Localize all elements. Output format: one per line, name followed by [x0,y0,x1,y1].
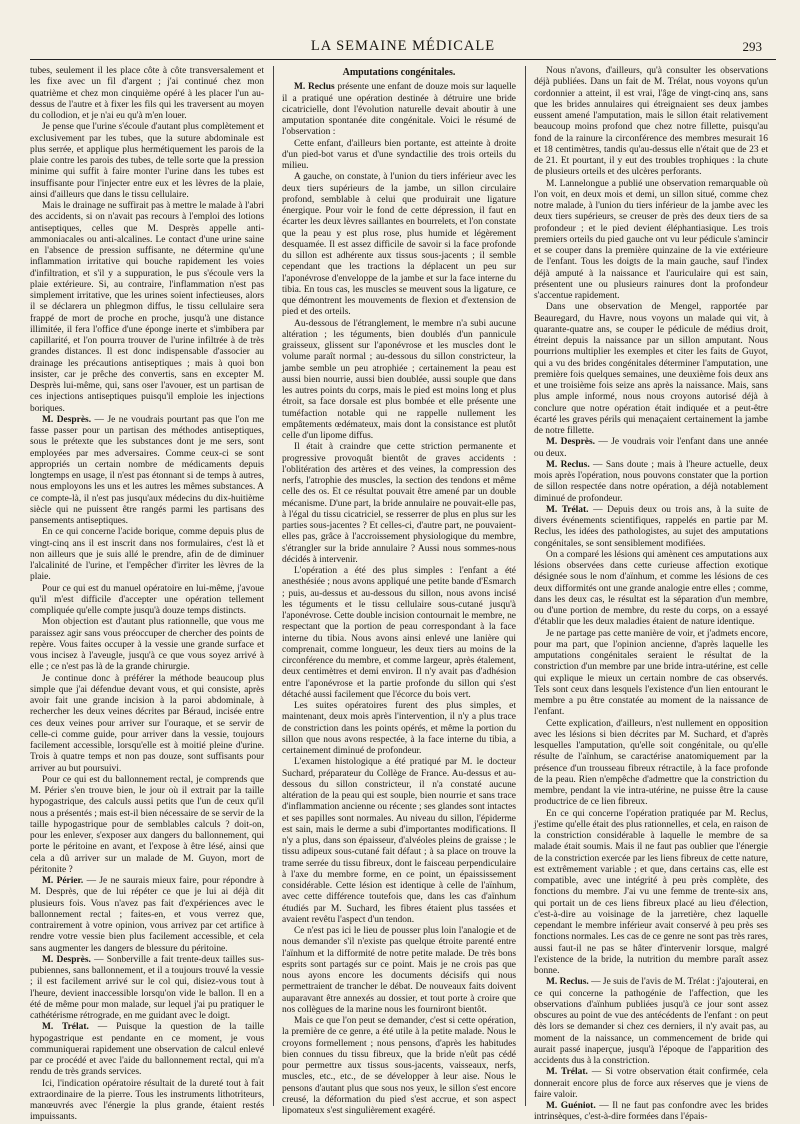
paragraph: En ce qui concerne l'opération pratiquée par M. Reclus, j'estime qu'elle était des plus rationnelles, et cela, en raison de la constriction considérable à laquelle le membre de sa malade était soumis. Mais il ne faut pas oublier que l'énergie de la constriction exercée par les liens fibreux de cette nature, est extrêmement variable ; et que, dans certains cas, elle est compatible, avec une intégrité à peu près complète, des fonctions du membre. J'ai vu une femme de trente-six ans, qui portait un de ces liens fibreux placé au lieu d'élection, c'est-à-dire au voisinage de la jarretière, chez laquelle cependant le membre inférieur avait conservé à peu près ses fonctions normales. Les cas de ce genre ne sont pas très rares, aussi faut-il ne pas se hâter d'intervenir lorsque, malgré l'existence de la bride, la nutrition du membre paraît assez bonne. [534,808,768,976]
paragraph: tubes, seulement il les place côte à côte transversalement et les fixe avec un fil d'argent ; j'ai continué chez mon quatrième et chez mon cinquième opéré à les placer l'un au-dessus de l'autre et à fixer les fils qui les traversent au moyen du collodion, et je n'ai eu qu'à m'en louer. [30,66,264,121]
paragraph [534,437,768,460]
paragraph: L'examen histologique a été pratiqué par M. le docteur Suchard, préparateur du Collège de France. Au-dessus et au-dessous du sillon constricteur, il n'a constaté aucune altération de la peau qui est souple, bien nourrie et sans trace d'inflammation ancienne ou récente ; ses glandes sont intactes et ses papilles sont normales. Au niveau du sillon, l'épiderme est sain, mais le derme a subi d'importantes modifications. Il n'y a plus, dans son épaisseur, d'alvéoles pleins de graisse ; le tissu adipeux sous-cutané fait défaut ; à sa place on trouve la trame serrée du tissu fibreux, dont le faisceau perpendiculaire à l'axe du membre forme, en ce point, un épaississement considérable. Cette lésion est identique à celle de l'aïnhum, avec cette différence toutefois que, dans les cas d'aïnhum étudiés par M. Suchard, les fibres étaient plus tassées et avaient revêtu l'aspect d'un tendon. [282,757,516,925]
paragraph: A gauche, on constate, à l'union du tiers inférieur avec les deux tiers supérieurs de la jambe, un sillon circulaire profond, semblable à celui que produirait une ligature énergique. Pour voir le fond de cette dépression, il faut en écarter les deux lèvres saillantes en bourrelets, et l'on constate que la peau y est plus rose, plus humide et légèrement desquamée. Il est assez difficile de savoir si la face profonde du sillon est adhérente aux tissus sous-jacents ; il semble cependant que les tractions la déplacent un peu sur l'aponévrose d'enveloppe de la jambe et sur la face interne du tibia. En tous cas, les muscles se meuvent sous la ligature, ce que démontrent les mouvements de flexion et d'extension de pied et des orteils. [282,172,516,318]
speech-text: — Je ne voudrais pourtant pas que l'on me fasse passer pour un partisan des méthodes antiseptiques, sous le prétexte que les substances dont je me sers, sont employées par mes adversaires. Comme ceux-ci se sont appropriés un certain nombre de médicaments depuis longtemps en usage, il n'est pas étonnant si de temps à autres, nous employons les uns et les autres les mêmes substances. A ce compte-là, il n'est pas jusqu'aux médecins du dix-huitième siècle qui ne puissent être rangés parmi les partisans des pansements antiseptiques. [30,414,264,526]
column-3 [534,66,769,1123]
paragraph: M. Lannelongue a publié une observation remarquable où l'on voit, en deux mois et demi, un sillon situé, comme chez notre malade, à l'union du tiers inférieur de la jambe avec les deux tiers supérieurs, se creuser de près des deux tiers de sa profondeur ; et le pied devient éléphantiasique. Les trois premiers orteils du pied gauche ont vu leur pédicule s'amincir et se couper dans la première quinzaine de la vie extérieure de l'enfant. Tous les doigts de la main gauche, sauf l'index déjà amputé à la naissance et l'auriculaire qui est sain, présentent une ou plusieurs rainures dont la profondeur s'accentue rapidement. [534,178,768,301]
speech-text: — Je voudrais voir l'enfant dans une année ou deux. [534,437,768,459]
paragraph: Dans une observation de Mengel, rapportée par Beauregard, du Havre, nous voyons un malade qui vit, à quarante-quatre ans, se couper le pédicule de médius droit, étreint depuis la naissance par un sillon amputant. Nous pourrions multiplier les exemples et citer les faits de Guyot, qui a vu des brides congénitales déterminer l'amputation, une première fois quelques semaines, une deuxième fois deux ans et une troisième fois seize ans après la naissance. Mais, sans plus ample informé, nous nous croyons autorisé déjà à conclure que notre opération était indiquée et a peut-être écarté les graves périls qui menaçaient certainement la jambe de notre fillette. [534,302,768,436]
page-header [30,38,776,56]
section-title: Amputations congénitales. [342,67,456,78]
paragraph: Mais ce que l'on peut se demander, c'est si cette opération, la première de ce genre, a été utile à la petite malade. Nous le croyons formellement ; nous pensons, d'après les habitudes bien connues du tissu fibreux, que la bride n'eût pas cédé pour permettre aux tissus sous-jacents, vaisseaux, nerfs, muscles, etc., etc., de se développer à leur aise. Nous le pensons d'autant plus que sous nos yeux, le sillon s'est encore creusé, la déformation du pied s'est accrue, et son aspect lipomateux s'est singulièrement exagéré. [282,1016,516,1116]
speaker-name: M. Desprès. [42,954,91,965]
speech-text: présente une enfant de douze mois sur laquelle il a pratiqué une opération destinée à détruire une bride cicatricielle, dont l'évolution naturelle devait aboutir à une amputation spontanée dite congénitale. Voici le résumé de l'observation : [282,82,516,138]
speaker-name: M. Guéniot. [546,1101,596,1111]
paragraph [534,977,768,1067]
paragraph: Les suites opératoires furent des plus simples, et maintenant, deux mois après l'intervention, il n'y a plus trace de constriction dans les points opérés, et même la portion du sillon que nous avons respectée, à la face interne du tibia, a certainement diminué de profondeur. [282,701,516,756]
speech-text: — Il ne faut pas confondre avec les brides intrinsèques, c'est-à-dire formées dans l'épais- [534,1101,769,1123]
speech-text: — Sonberville a fait trente-deux tailles sus-pubiennes, sans ballonnement, et il a toujours trouvé la vessie ; il est facilement arrivé sur le col qui, disiez-vous tout à l'heure, devient inaccessible lorsqu'on vide le ballon. Il en a été de même pour mon malade, sur lequel j'ai pu pratiquer le cathétérisme rétrograde, en me guidant avec le doigt. [30,954,264,1021]
newspaper-page [30,38,776,1123]
column-2 [282,66,516,1116]
speaker-name: M. Reclus. [546,459,590,470]
paragraph [534,505,768,550]
paragraph: Pour ce qui est du manuel opératoire en lui-même, j'avoue qu'il m'est difficile d'accepter une opération tellement compliquée qu'elle compte jusqu'à douze temps distincts. [30,583,264,616]
paragraph: Je pense que l'urine s'écoule d'autant plus complètement et exclusivement par les tubes, que la suture abdominale est plus serrée, et applique plus hermétiquement les parois de la plaie contre les parois des tubes, de telle sorte que la pression minime qui suffit à faire monter l'urine dans les tubes est insuffisante pour l'injecter entre eux et les lèvres de la plaie, ainsi d'ailleurs que dans le tissu cellulaire. [30,122,264,200]
speech-text: — Depuis deux ou trois ans, à la suite de divers événements scientifiques, rappelés en partie par M. Reclus, les idées des pathologistes, au sujet des amputations congénitales, se sont sensiblement modifiées. [534,504,769,549]
speaker-name: M. Trélat. [546,1067,588,1078]
speech-text: — Je ne saurais mieux faire, pour répondre à M. Desprès, que de lui répéter ce que je lui ai déjà dit plusieurs fois. Vous n'avez pas fait d'expériences avec le ballonnement rectal ; faites-en, et vous verrez que, contrairement à votre opinion, vous arrivez par cet artifice à rendre votre vessie bien plus facilement accessible, et cela sans augmenter les dangers de blessure du péritoine. [30,876,264,954]
paragraph: On a comparé les lésions qui amènent ces amputations aux lésions observées dans cette curieuse affection exotique désignée sous le nom d'aïnhum, et comme les lésions de ces deux difformités ont une grande analogie entre elles ; comme, dans les deux cas, le résultat est la séparation d'un membre, ou d'une portion de membre, du reste du corps, on a essayé d'établir que les deux maladies étaient de nature identique. [534,549,768,628]
speaker-name: M. Trélat. [546,504,589,515]
paragraph: Ce n'est pas ici le lieu de pousser plus loin l'analogie et de nous demander s'il n'existe pas quelque étroite parenté entre l'aïnhum et la difformité de notre petite malade. De très bons esprits sont partagés sur ce point. Mais je ne crois pas que nous ayons encore les documents décisifs qui nous permettraient de trancher le débat. De nouveaux faits doivent auparavant être annexés au dossier, et tout porte à croire que nos collègues de la marine nous les fourniront bientôt. [282,926,516,1015]
paragraph: Cette enfant, d'ailleurs bien portante, est atteinte à droite d'un pied-bot varus et d'une syndactilie des trois orteils du milieu. [282,138,516,171]
paragraph: Je ne partage pas cette manière de voir, et j'admets encore, pour ma part, que l'opinion ancienne, d'après laquelle les amputations congénitales seraient le résultat de la constriction d'un membre par une bride intra-utérine, est celle qui explique le mieux un certain nombre de cas observés. Tels sont ceux dans lesquels l'existence d'un lien entourant le membre a pu être constatée au moment de la naissance de l'enfant. [534,628,768,718]
paragraph [282,82,516,138]
paragraph: En ce qui concerne l'acide borique, comme depuis plus de vingt-cinq ans il est inscrit dans nos formulaires, c'est là et non ailleurs que je suis allé le prendre, afin de de diminuer l'alcalinité de l'urine, et l'empêcher d'irriter les lèvres de la plaie. [30,527,264,583]
paragraph [30,955,264,1023]
speech-text: — Sans doute ; mais à l'heure actuelle, deux mois après l'opération, nous pouvons constater que la portion de sillon respectée dans notre opération, a déjà notablement diminué de profondeur. [534,459,768,504]
column-separator [273,66,274,1106]
journal-title: LA SEMAINE MÉDICALE [310,38,496,54]
paragraph: Je continue donc à préférer la méthode beaucoup plus simple que j'ai défendue devant vous, et qui consiste, après avoir fait une grande incision à la paroi abdominale, à rechercher les deux veines décrites par Béraud, incisée entre ces deux veines pour arriver sur l'ouraque, et se servir de celle-ci comme guide, pour arriver dans la vessie, toujours facilement accessible, lorsqu'elle est à moitié pleine d'urine. Trois à quatre temps et non pas douze, sont suffisants pour arriver au but poursuivi. [30,673,264,774]
speech-text: — Si votre observation était confirmée, cela donnerait encore plus de force aux réserves que je viens de faire valoir. [534,1067,768,1100]
page-number: 293 [742,39,762,54]
speech-text: — Je suis de l'avis de M. Trélat : j'ajouterai, en ce qui concerne la pathogénie de l'affection, que les observations d'aïnhum publiées jusqu'à ce jour sont assez obscures au point de vue des antécédents de l'enfant : on peut dès lors se demander si chez ces derniers, il n'y avait pas, au moment de la naissance, un commencement de bride qui aurait passé inaperçue, jusqu'à l'époque de l'apparition des accidents dus à la constriction. [534,977,769,1066]
paragraph: Au-dessous de l'étranglement, le membre n'a subi aucune altération ; les téguments, bien doublés d'un pannicule graisseux, glissent sur l'aponévrose et les muscles dont le volume paraît normal ; au-dessous du sillon constricteur, la jambe semble un peu atrophiée ; certainement la peau est aussi bien nourrie, aussi bien doublée, aussi souple que dans les autres points du corps, mais le pied est moins long et plus étroit, sa face dorsale est plus bombée et elle présente une tuméfaction notable qui ne rappelle nullement les empâtements œdémateux, mais dont la consistance est plutôt celle d'un lipome diffus. [282,318,516,441]
speaker-name: M. Trélat. [42,1022,89,1033]
speaker-name: M. Desprès. [546,437,595,448]
speech-text: — Puisque la question de la taille hypogastrique est pendante en ce moment, je vous communiquerai rapidement une observation de calcul enlevé par ce procédé et avec l'aide du ballonnement rectal, qui m'a rendu de très grands services. [30,1022,264,1078]
speaker-name: M. Périer. [42,876,84,886]
paragraph: L'opération a été des plus simples : l'enfant a été anesthésiée ; nous avons appliqué une petite bande d'Esmarch ; puis, au-dessus et au-dessous du sillon, nous avons incisé les téguments et le tissu cellulaire sous-cutané jusqu'à l'aponévrose. Cette double incision contournait le membre, ne respectant que la portion de peau correspondant à la face interne du tibia. Nous avons ainsi enlevé une lanière qui comprenait, comme longueur, les deux tiers au moins de la circonférence du membre, et comme largeur, après étalement, deux centimètres et demi environ. Il n'y avait pas d'adhésion entre l'aponévrose et la partie profonde du sillon qui s'est détaché aussi facilement que l'écorce du bois vert. [282,566,516,700]
header-rule [30,59,776,60]
speaker-name: M. Reclus. [546,977,589,988]
speaker-name: M. Reclus [294,82,335,93]
paragraph [534,1101,768,1124]
paragraph [30,415,264,528]
paragraph: Ici, l'indication opératoire résultait de la dureté tout à fait extraordinaire de la pierre. Tous les instruments lithotriteurs, manœuvrés avec l'énergie la plus grande, étaient restés impuissants. [30,1078,264,1123]
paragraph: Nous n'avons, d'ailleurs, qu'à consulter les observations déjà publiées. Dans un fait de M. Trélat, nous voyons qu'un cordonnier a atteint, il est vrai, l'âge de vingt-cinq ans, sans que les brides annulaires qui étreignaient ses deux jambes eussent amené l'amputation, mais le sillon était relativement beaucoup moins profond que chez notre fillette, puisqu'au fond de la rainure la circonférence des membres mesurait 16 et 18 centimètres, tandis qu'au-dessus elle n'était que de 23 et de 21. Et pourtant, il y eut des troubles trophiques : la chute de plusieurs orteils et des ulcères perforants. [534,66,768,178]
paragraph [534,1067,768,1101]
paragraph: Mon objection est d'autant plus rationnelle, que vous me paraissez agir sans vous préoccuper de chercher des points de repère. Vous faites occuper à la vessie une grande surface et vous incisez à l'aveugle, jusqu'à ce que vous soyez arrivé à elle ; ce n'est pas là de la grande chirurgie. [30,617,264,673]
column-separator [525,66,526,1106]
paragraph: Cette explication, d'ailleurs, n'est nullement en opposition avec les lésions si bien décrites par M. Suchard, et d'après lesquelles l'amputation, qu'elle soit congénitale, ou qu'elle résulte de l'aïnhum, se caractérise anatomiquement par la présence d'un trousseau fibreux rétractile, à la face profonde de la peau. Rien n'empêche d'admettre que la constriction du membre, pendant la vie intra-utérine, ne puisse être la cause productrice de ce lien fibreux. [534,718,768,808]
paragraph [534,460,768,505]
paragraph: Pour ce qui est du ballonnement rectal, je comprends que M. Périer s'en trouve bien, le jour où il extrait par la taille hypogastrique, des calculs aussi petits que l'un de ceux qu'il nous a présentés ; mais est-il bien nécessaire de se servir de la taille hypogastrique pour de semblables calculs ? doit-on, pour les enlever, s'exposer aux dangers du ballonnement, qui porte le péritoine en avant, et l'expose à être lésé, ainsi que cela a dû arriver sur un malade de M. Guyon, mort de péritonite ? [30,774,264,875]
paragraph: Mais le drainage ne suffirait pas à mettre le malade à l'abri des accidents, si on n'avait pas recours à l'emploi des lotions antiseptiques, celles que M. Desprès appelle anti-ammoniacales ou anti-alcalines. Le contact d'une urine saine en l'absence de pression suffisante, ne détermine qu'une inflammation irritative qui bouche rapidement les voies d'infiltration, et s'il y a suppuration, le pus s'écoule vers la plaie extérieure. Si, au contraire, l'inflammation n'est pas simplement irritative, que les urines soient infectieuses, alors il se déclarera un phlegmon diffus, le tissu cellulaire sera frappé de mort de proche en proche, jusqu'à une distance illimitée, il fera l'office d'une éponge inerte et s'imbibera par capillarité, et l'on pourra trouver de l'urine infiltrée à de très grandes distances. Il est donc indispensable d'associer au drainage les précautions antiseptiques ; mais à quoi bon insister, car je prêche des convertis, sans en excepter M. Desprès lui-même, qui, sans oser l'avouer, est un partisan de ces injections antiseptiques puisqu'il emploie les injections boriques. [30,201,264,414]
speaker-name: M. Desprès. [42,414,92,425]
column-1 [30,66,264,1123]
paragraph: Il était à craindre que cette striction permanente et progressive provoquât bientôt de graves accidents : l'oblitération des artères et des veines, la compression des nerfs, l'atrophie des muscles, la section des tendons et même celle des os. Et ce résultat pouvait être amené par un double mécanisme. D'une part, la bride annulaire ne pouvait-elle pas, à l'égal du tissu cicatriciel, se resserrer de plus en plus sur les parties sous-jacentes ? Et celles-ci, d'autre part, ne pouvaient-elles pas, grâce à l'accroissement physiologique du membre, s'étrangler sur la bride annulaire ? Aussi nous sommes-nous décidés à intervenir. [282,442,516,565]
paragraph [30,1022,264,1078]
paragraph [30,876,264,955]
